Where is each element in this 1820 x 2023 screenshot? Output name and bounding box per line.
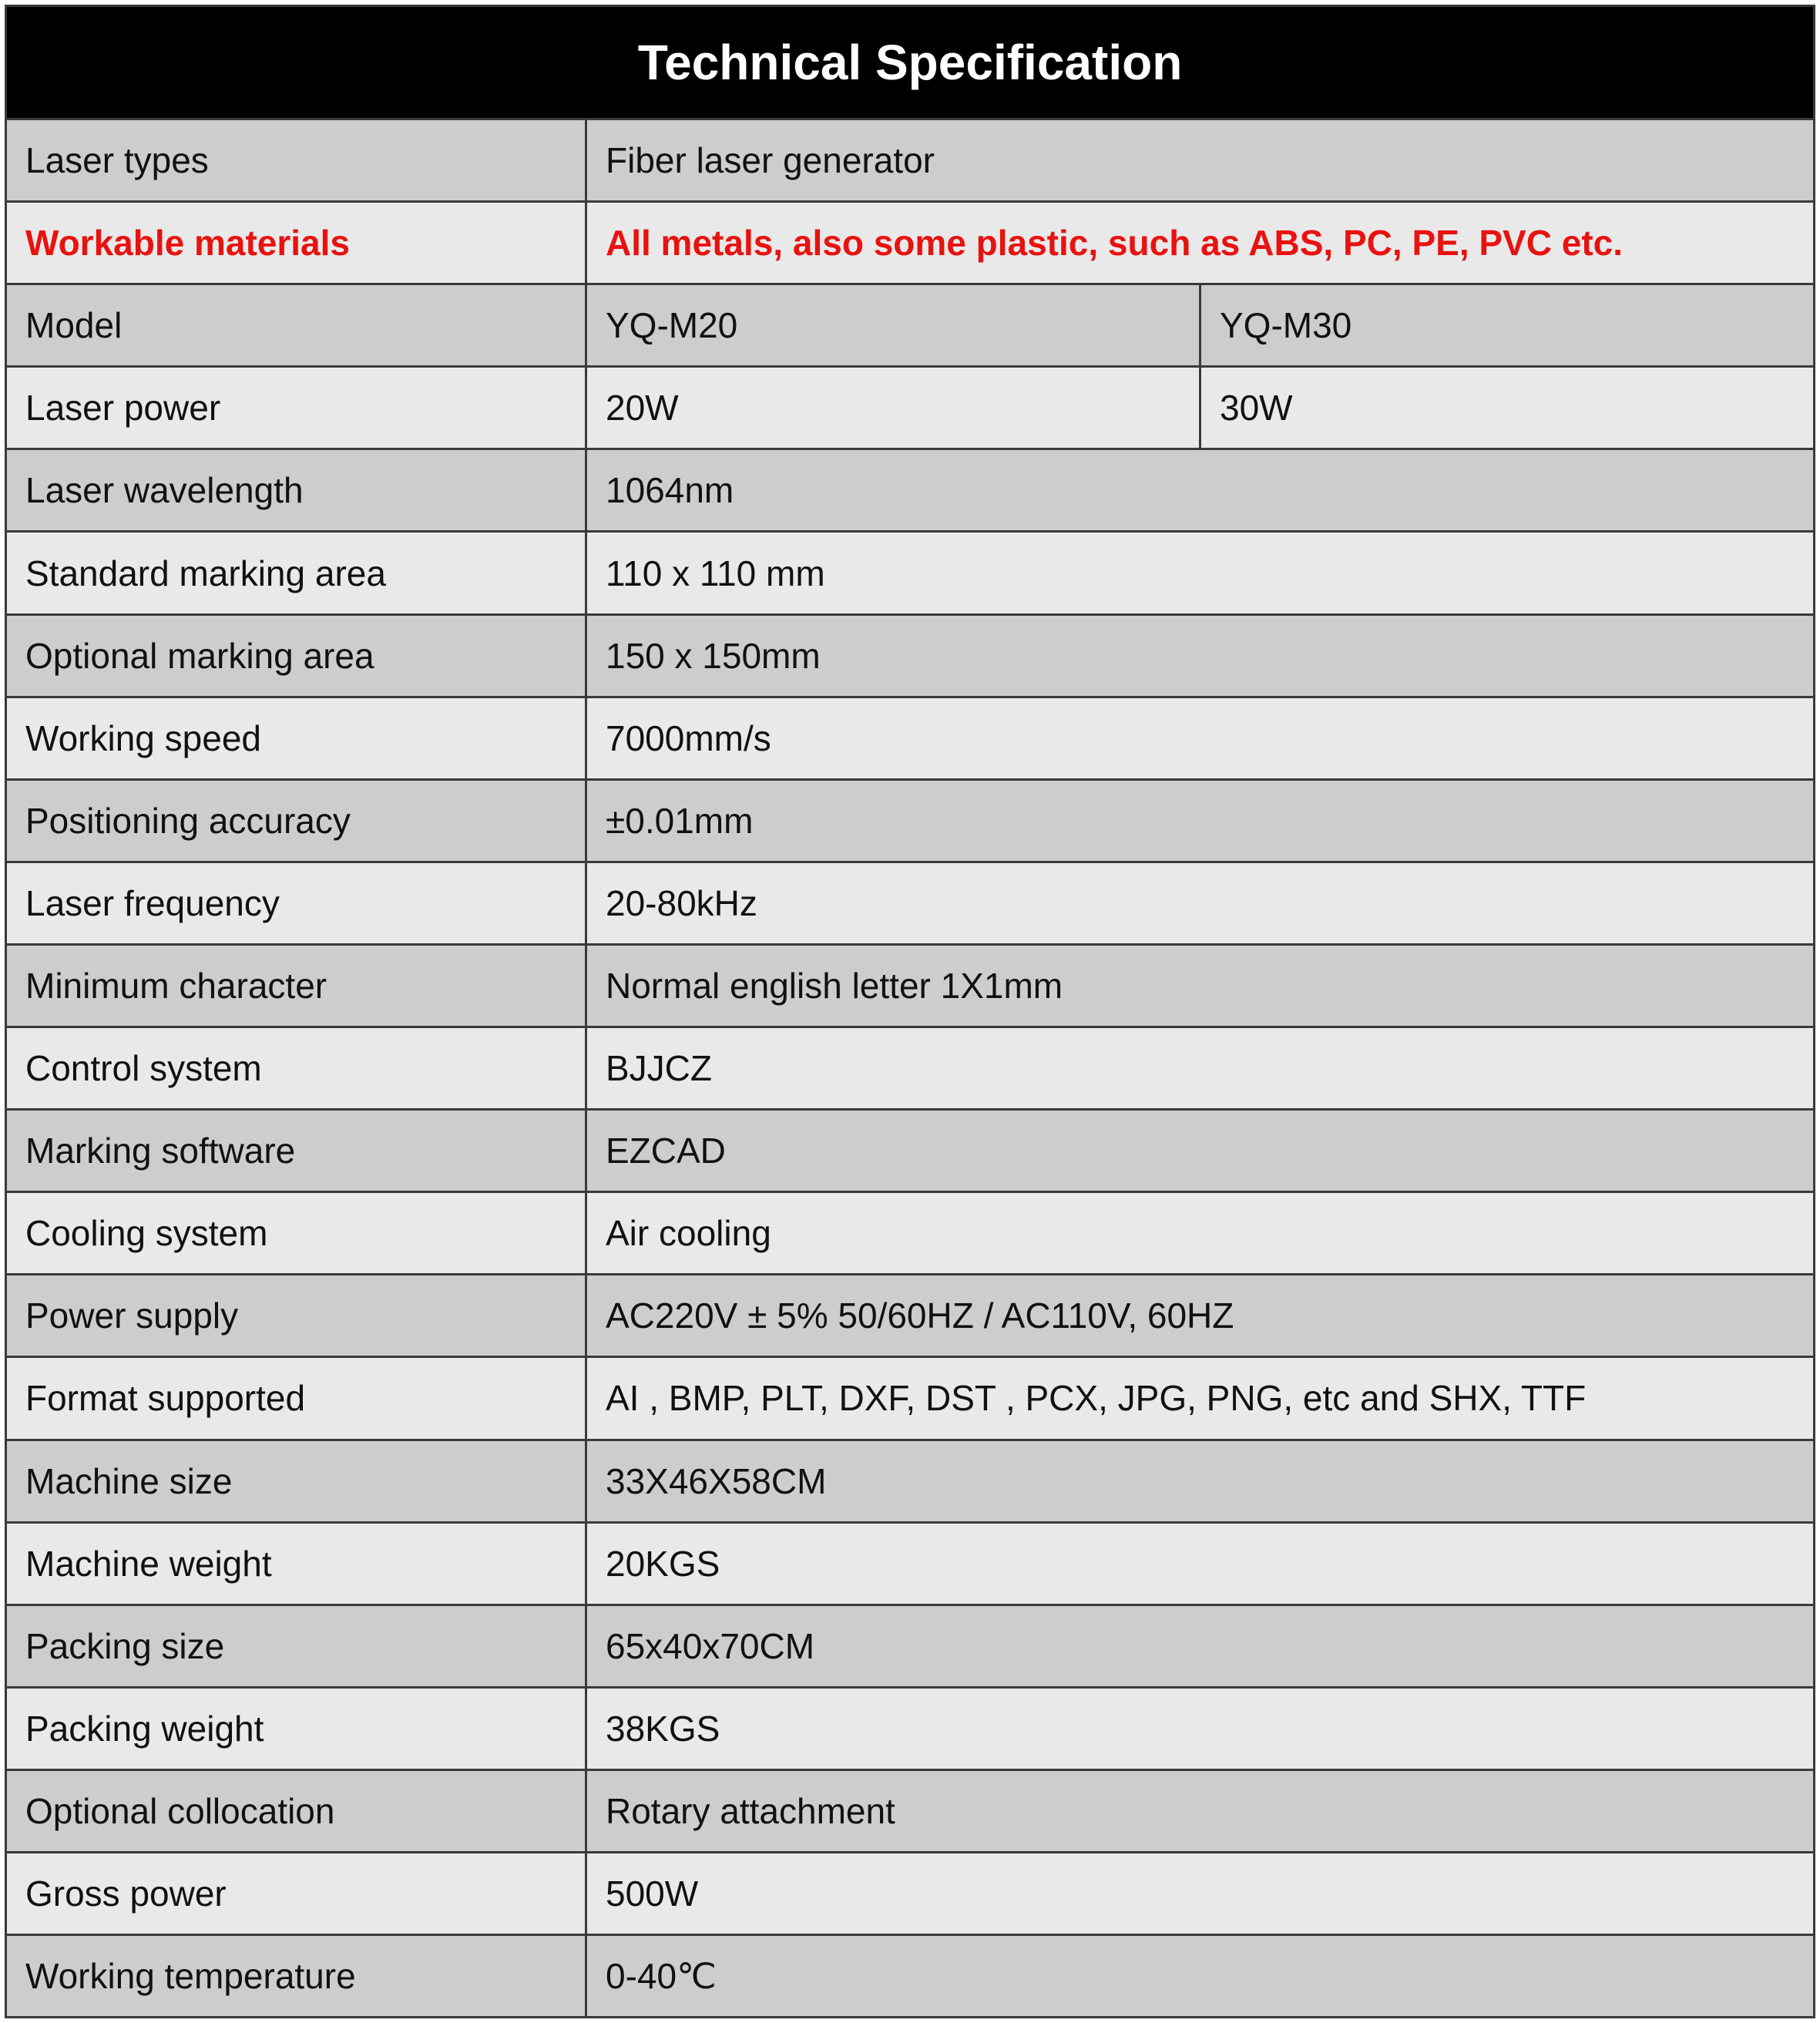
- row-value-model-b: 30W: [1220, 388, 1293, 428]
- row-value: Fiber laser generator: [606, 140, 935, 181]
- row-label: Positioning accuracy: [7, 781, 587, 861]
- row-value: AI , BMP, PLT, DXF, DST , PCX, JPG, PNG, etc and SHX, TTF: [606, 1378, 1587, 1419]
- row-value: 500W: [606, 1873, 699, 1914]
- table-row-power-supply: [7, 1273, 1813, 1356]
- row-label: Standard marking area: [7, 533, 587, 613]
- table-row-working-speed: [7, 696, 1813, 778]
- row-value: 0-40℃: [606, 1956, 717, 1997]
- table-row-cooling-system: [7, 1191, 1813, 1273]
- row-label: Working temperature: [7, 1936, 587, 2016]
- row-value: 1064nm: [606, 470, 734, 511]
- row-label: Working speed: [7, 698, 587, 778]
- row-value: 7000mm/s: [606, 717, 771, 758]
- table-row-workable-materials: [7, 200, 1813, 283]
- table-row-optional-marking-area: [7, 613, 1813, 696]
- table-row-laser-power: [7, 365, 1813, 448]
- table-row-minimum-character: [7, 943, 1813, 1026]
- row-label: Power supply: [7, 1275, 587, 1356]
- row-label: Model: [7, 285, 587, 365]
- row-value: 38KGS: [606, 1708, 720, 1749]
- row-label: Optional marking area: [7, 616, 587, 696]
- row-label: Minimum character: [7, 946, 587, 1026]
- table-row-machine-size: [7, 1439, 1813, 1521]
- row-label: Gross power: [7, 1853, 587, 1934]
- row-value-model-a: YQ-M20: [587, 285, 1201, 365]
- table-row-laser-frequency: [7, 861, 1813, 943]
- row-value: Rotary attachment: [606, 1790, 895, 1831]
- row-value: 110 x 110 mm: [606, 553, 825, 593]
- row-value: Normal english letter 1X1mm: [606, 965, 1063, 1006]
- table-row-laser-types: [7, 118, 1813, 200]
- row-value-model-b: YQ-M30: [1220, 305, 1352, 346]
- row-value: 65x40x70CM: [606, 1625, 815, 1666]
- row-label: Packing weight: [7, 1689, 587, 1769]
- row-label: Control system: [7, 1028, 587, 1108]
- row-label: Packing size: [7, 1606, 587, 1686]
- table-row-packing-weight: [7, 1686, 1813, 1769]
- table-row-format-supported: [7, 1356, 1813, 1438]
- row-label: Laser power: [7, 368, 587, 448]
- row-value: 150 x 150mm: [606, 635, 821, 676]
- table-row-packing-size: [7, 1604, 1813, 1686]
- table-row-control-system: [7, 1026, 1813, 1108]
- row-value: All metals, also some plastic, such as ABS, PC, PE, PVC etc.: [606, 223, 1624, 264]
- table-row-optional-collocation: [7, 1769, 1813, 1851]
- table-row-gross-power: [7, 1851, 1813, 1934]
- table-row-machine-weight: [7, 1521, 1813, 1604]
- row-label: Machine size: [7, 1441, 587, 1521]
- row-label: Format supported: [7, 1358, 587, 1438]
- row-value: 20-80kHz: [606, 882, 757, 923]
- row-value: BJJCZ: [606, 1048, 712, 1089]
- row-label: Workable materials: [7, 203, 587, 283]
- table-row-model: [7, 283, 1813, 365]
- row-label: Machine weight: [7, 1524, 587, 1604]
- spec-table: [5, 5, 1815, 2018]
- row-value: EZCAD: [606, 1131, 726, 1171]
- row-value: ±0.01mm: [606, 800, 754, 841]
- table-title: Technical Specification: [7, 7, 1813, 118]
- row-label: Optional collocation: [7, 1771, 587, 1851]
- table-row-laser-wavelength: [7, 448, 1813, 530]
- table-row-positioning-accuracy: [7, 778, 1813, 861]
- table-row-marking-software: [7, 1108, 1813, 1191]
- row-label: Laser frequency: [7, 863, 587, 943]
- row-label: Cooling system: [7, 1193, 587, 1273]
- table-row-standard-marking-area: [7, 530, 1813, 613]
- table-row-working-temperature: [7, 1934, 1813, 2016]
- row-label: Marking software: [7, 1111, 587, 1191]
- row-label: Laser types: [7, 120, 587, 200]
- row-value: 20KGS: [606, 1543, 720, 1584]
- row-value: 33X46X58CM: [606, 1460, 827, 1501]
- row-value: AC220V ± 5% 50/60HZ / AC110V, 60HZ: [606, 1295, 1234, 1336]
- row-value: Air cooling: [606, 1213, 771, 1254]
- row-value-model-a: 20W: [587, 368, 1201, 448]
- row-label: Laser wavelength: [7, 450, 587, 530]
